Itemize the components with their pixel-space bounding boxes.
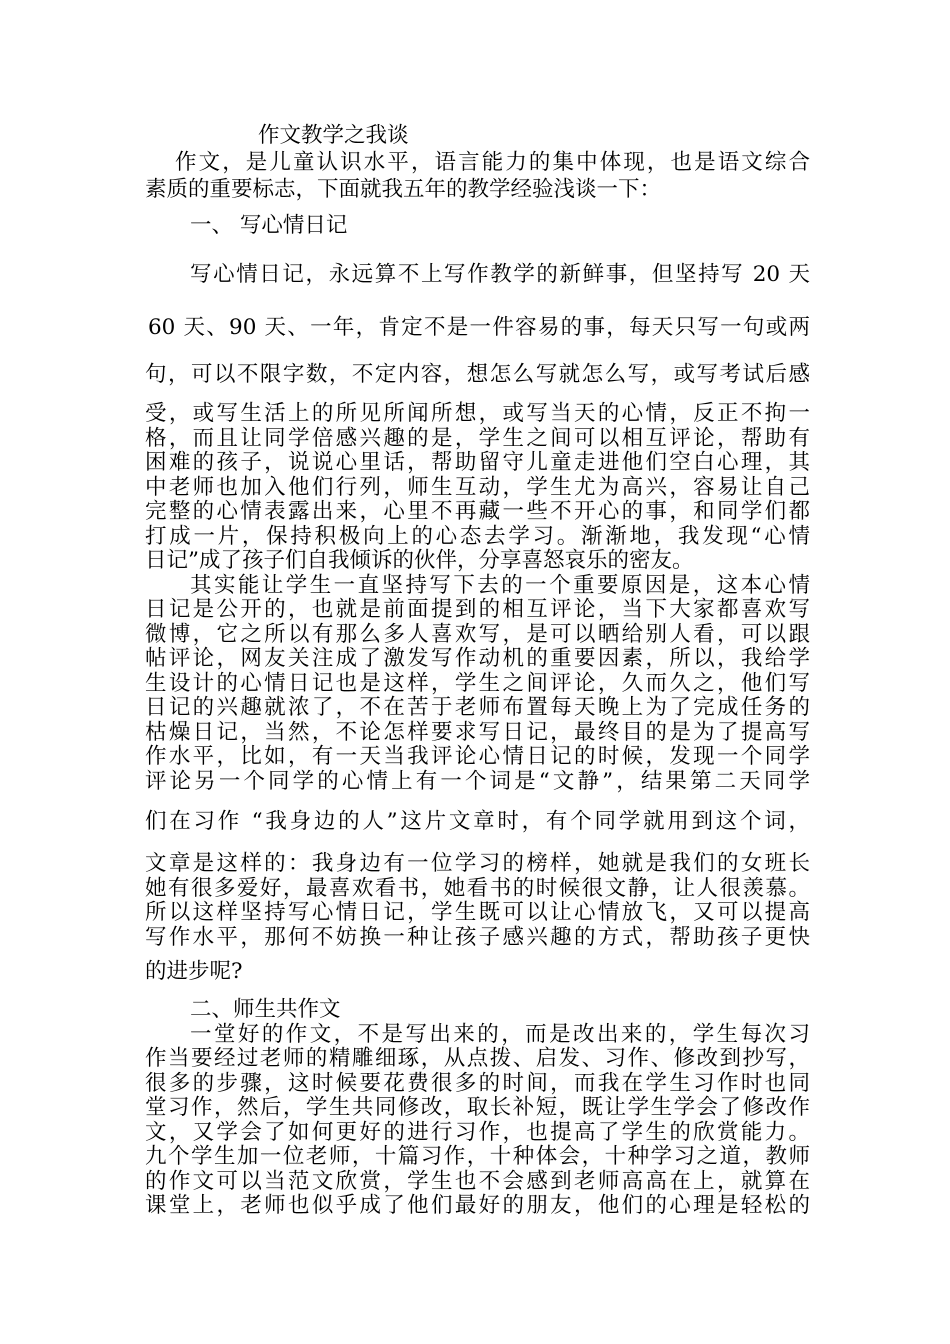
text-line: 写作水平，那何不妨换一种让孩子感兴趣的方式，帮助孩子更快 xyxy=(145,925,810,950)
text-line: 枯燥日记，当然，不论怎样要求写日记，最终目的是为了提高写 xyxy=(145,720,810,745)
text-line: 所以这样坚持写心情日记，学生既可以让心情放飞，又可以提高 xyxy=(145,900,810,925)
text-line: 帖评论，网友关注成了激发写作动机的重要因素，所以，我给学 xyxy=(145,646,810,671)
section-heading-2: 二、师生共作文 xyxy=(190,997,341,1022)
section-heading-1: 一、 写心情日记 xyxy=(190,213,348,238)
text-line: 素质的重要标志，下面就我五年的教学经验浅谈一下： xyxy=(145,177,662,202)
text-line: 中老师也加入他们行列，师生互动，学生尤为高兴，容易让自己 xyxy=(145,475,810,500)
text-line: 完整的心情表露出来，心里不再藏一些不开心的事，和同学们都 xyxy=(145,499,810,524)
text-line: 们在习作 “我身边的人”这片文章时，有个同学就用到这个词， xyxy=(145,809,810,834)
text-line: 格，而且让同学倍感兴趣的是，学生之间可以相互评论，帮助有 xyxy=(145,426,810,451)
text-line: 课堂上，老师也似乎成了他们最好的朋友，他们的心理是轻松的 xyxy=(145,1193,810,1218)
text-line: 日记的兴趣就浓了，不在苦于老师布置每天晚上为了完成任务的 xyxy=(145,695,810,720)
text-line: 作当要经过老师的精雕细琢，从点拨、启发、习作、修改到抄写， xyxy=(145,1046,810,1071)
text-line: 作文，是儿童认识水平，语言能力的集中体现，也是语文综合 xyxy=(175,150,810,175)
text-line: 堂习作，然后，学生共同修改，取长补短，既让学生学会了修改作 xyxy=(145,1095,810,1120)
text-line: 句，可以不限字数，不定内容，想怎么写就怎么写，或写考试后感 xyxy=(145,362,810,387)
text-line: 文，又学会了如何更好的进行习作，也提高了学生的欣赏能力。 xyxy=(145,1120,810,1145)
text-line: 作水平，比如，有一天当我评论心情日记的时候，发现一个同学 xyxy=(145,744,810,769)
text-line: 一堂好的作文，不是写出来的，而是改出来的，学生每次习 xyxy=(190,1022,810,1047)
document-title: 作文教学之我谈 xyxy=(258,123,409,148)
text-line: 很多的步骤，这时候要花费很多的时间，而我在学生习作时也同 xyxy=(145,1071,810,1096)
text-line: 文章是这样的：我身边有一位学习的榜样，她就是我们的女班长 xyxy=(145,851,810,876)
text-line: 受，或写生活上的所见所闻所想，或写当天的心情，反正不拘一 xyxy=(145,401,810,426)
text-line: 其实能让学生一直坚持写下去的一个重要原因是，这本心情 xyxy=(190,573,810,598)
text-line: 她有很多爱好，最喜欢看书，她看书的时候很文静，让人很羡慕。 xyxy=(145,876,810,901)
text-line: 困难的孩子，说说心里话，帮助留守儿童走进他们空白心理，其 xyxy=(145,450,810,475)
text-line: 九个学生加一位老师，十篇习作，十种体会，十种学习之道，教师 xyxy=(145,1144,810,1169)
text-line: 写心情日记，永远算不上写作教学的新鲜事，但坚持写 20 天 xyxy=(190,262,810,287)
text-line: 日记是公开的，也就是前面提到的相互评论，当下大家都喜欢写 xyxy=(145,597,810,622)
text-line: 评论另一个同学的心情上有一个词是“文静”，结果第二天同学 xyxy=(145,769,810,794)
text-line: 的作文可以当范文欣赏，学生也不会感到老师高高在上，就算在 xyxy=(145,1169,810,1194)
text-line: 60 天、90 天、一年，肯定不是一件容易的事，每天只写一句或两 xyxy=(148,315,810,340)
text-line: 生设计的心情日记也是这样，学生之间评论，久而久之，他们写 xyxy=(145,671,810,696)
text-line: 的进步呢? xyxy=(145,959,243,984)
text-line: 日记”成了孩子们自我倾诉的伙伴，分享喜怒哀乐的密友。 xyxy=(145,548,694,573)
text-line: 打成一片，保持积极向上的心态去学习。渐渐地，我发现“心情 xyxy=(145,524,810,549)
text-line: 微博，它之所以有那么多人喜欢写，是可以晒给别人看，可以跟 xyxy=(145,622,810,647)
